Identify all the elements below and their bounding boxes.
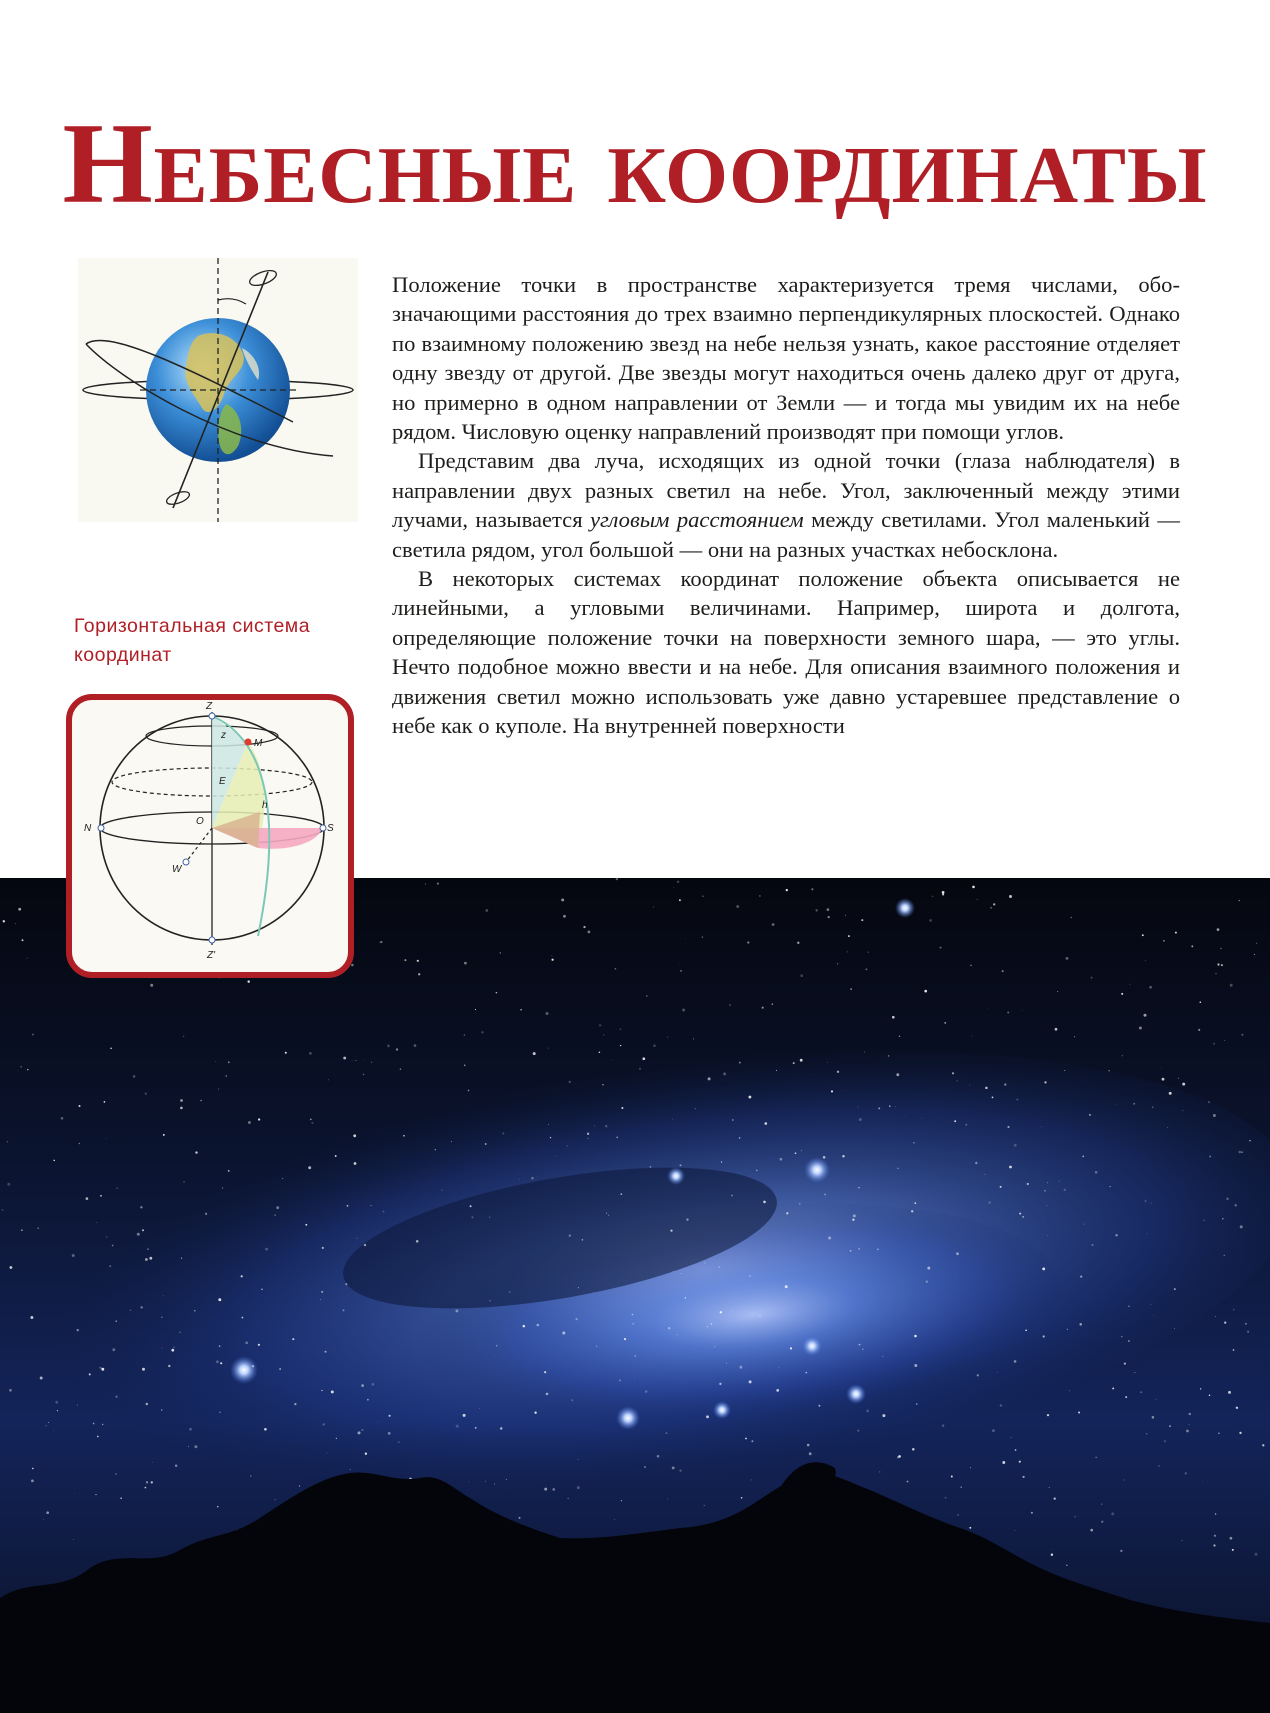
night-sky-photo [0,878,1270,1713]
label-zenith: Z [206,701,213,712]
label-e: E [219,776,226,787]
label-observer: O [196,816,204,827]
paragraph-1: Положение точки в пространстве характеризуется тремя числами, обозначающими расстояния до трех взаимно перпендикулярных плоскостей. Однако по взаимному положению звезд на небе нельзя узнать, какое расстояние отделяет одну звезду от другой. Две звезды могут находиться очень далеко друг от друга, но примерно в одном направлении от Земли — и тогда мы увидим их на небе рядом. Числовую оценку направлений производят при помощи углов. [392,272,1180,445]
label-south: S [327,823,334,834]
label-north: N [84,823,92,834]
paragraph-3: В некоторых системах координат положение объекта описывается не линейными, а угловыми величинами. Например, широта и долгота, определяющие положение точки на поверхности земного шара, — это углы. Нечто подобное можно ввести и на небе. Для описания взаимного положения и движения светил можно использовать уже давно устаревшее представление о небе как о куполе. На внутренней поверхности [392,566,1180,739]
term-angular-distance: угловым расстоянием [589,507,804,533]
figure-caption: Горизонтальная система координат [74,615,311,666]
paragraph-2: Представим два луча, исходящих из одной точки (глаза наблюдателя) в направлении двух разных светил на небе. Угол, заключенный между этими лучами, называется угловым расстоянием между светилами. Угол маленький — светила рядом, угол большой — они на разных участках небосклона. [392,448,1180,562]
label-west: W [172,864,182,875]
earth-axis-illustration [78,258,358,522]
body-text [392,270,1180,741]
label-nadir: Z' [207,950,216,961]
label-star-m: M [254,738,263,749]
label-zenith-distance: z [221,730,226,741]
page-title: Небесные координаты [62,100,1208,228]
label-altitude: h [262,800,268,811]
horizontal-coordinates-diagram [66,694,354,978]
